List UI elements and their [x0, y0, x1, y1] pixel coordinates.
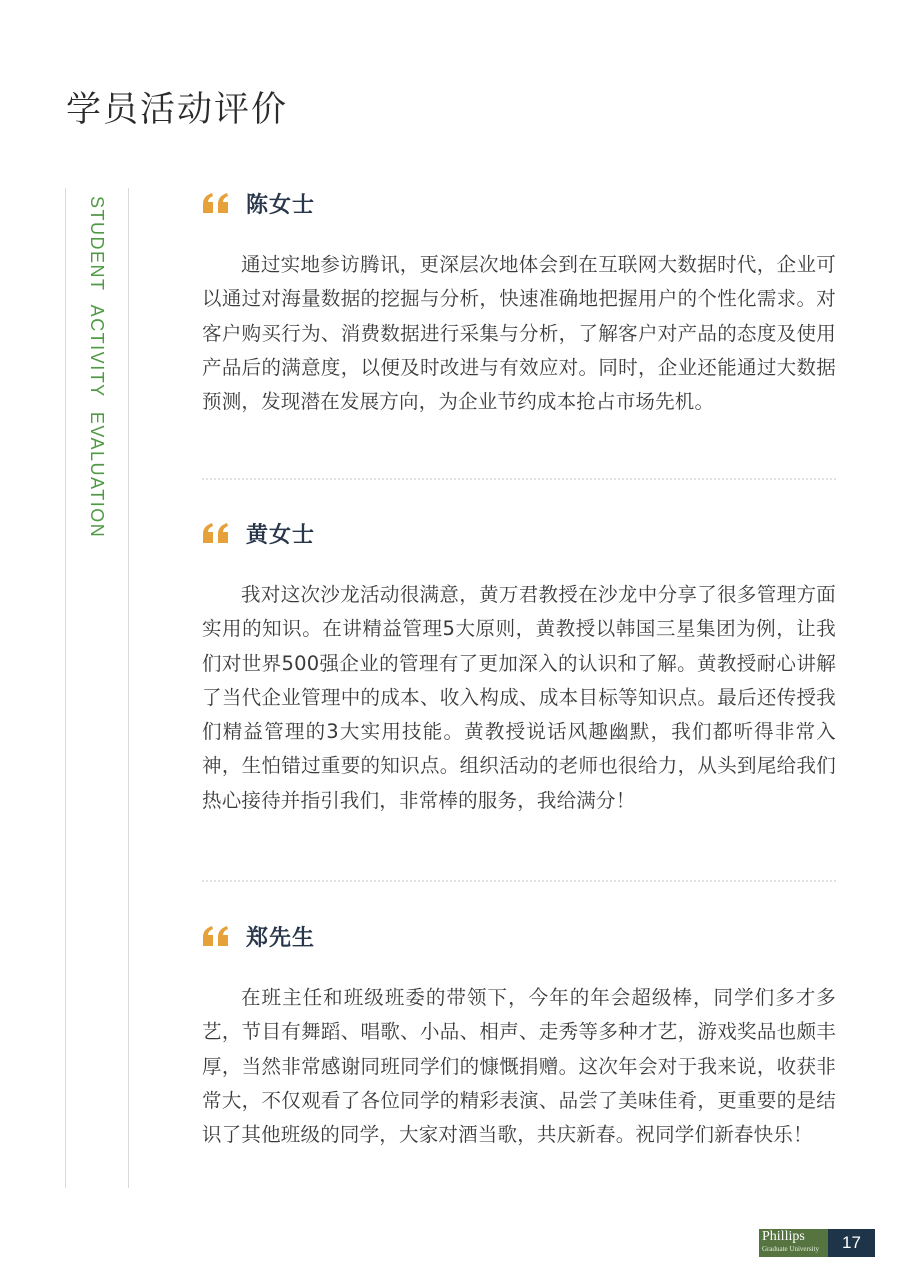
quote-icon — [202, 925, 230, 947]
review-header — [202, 921, 836, 951]
logo-subtitle: Graduate University — [762, 1245, 819, 1253]
reviewer-name: 陈女士 — [246, 192, 316, 218]
page-number: 17 — [828, 1229, 875, 1257]
review-divider — [202, 880, 836, 882]
side-label: STUDENT ACTIVITY EVALUATION — [87, 196, 107, 539]
reviewer-name: 黄女士 — [246, 522, 316, 548]
review-card — [202, 188, 856, 419]
side-divider-right — [128, 188, 129, 1188]
quote-icon — [202, 522, 230, 544]
page-title: 学员活动评价 — [66, 90, 289, 130]
logo-wordmark: Phillips — [762, 1229, 805, 1244]
review-header — [202, 518, 836, 548]
review-text: 通过实地参访腾讯，更深层次地体会到在互联网大数据时代，企业可以通过对海量数据的挖掘与分析，快速准确地把握用户的个性化需求。对客户购买行为、消费数据进行采集与分析，了解客户对产品的态度及使用 产品后的满意度，以便及时改进与有效应对。同时，企业还能通过大数据预测，发现潜在发展方向，为企业节约成本抢占市场先机。 — [202, 253, 856, 414]
reviewer-name: 郑先生 — [246, 925, 316, 951]
review-text: 在班主任和班级班委的带领下，今年的年会超级棒，同学们多才多艺，节目有舞蹈、唱歌、小品、相声、走秀等多种才艺，游戏奖品也颇丰厚，当然非常感谢同班同学们的慷慨捐赠。这次年会对于我来说，收获非常大，不仅观看了各位同学的精彩表演、品尝了美味佳肴，更重要的是结识了其他班级的同学，大家对酒当歌，共庆新春。祝同学们新春快乐！ — [202, 986, 836, 1147]
review-header — [202, 188, 836, 218]
side-divider-left — [65, 188, 66, 1188]
review-card — [202, 921, 836, 1152]
review-text: 我对这次沙龙活动很满意，黄万君教授在沙龙中分享了很多管理方面实用的知识。在讲精益管理5大原则，黄教授以韩国三星集团为例，让我们对世界500强企业的管理有了更加深入的认识和了解。黄教授耐心讲解 了当代企业管理中的成本、收入构成、成本目标等知识点。最后还传授我们精益管理的3大实用技能。黄教授说话风趣幽默，我们都听得非常入神，生怕错过重要的知识点。组织活动的老师也很给力，从头到尾给我们热心接待并指引我们，非常棒的服务，我给满分！ — [202, 583, 856, 812]
review-divider — [202, 478, 836, 480]
review-card — [202, 518, 856, 818]
quote-icon — [202, 192, 230, 214]
university-logo — [759, 1229, 828, 1257]
